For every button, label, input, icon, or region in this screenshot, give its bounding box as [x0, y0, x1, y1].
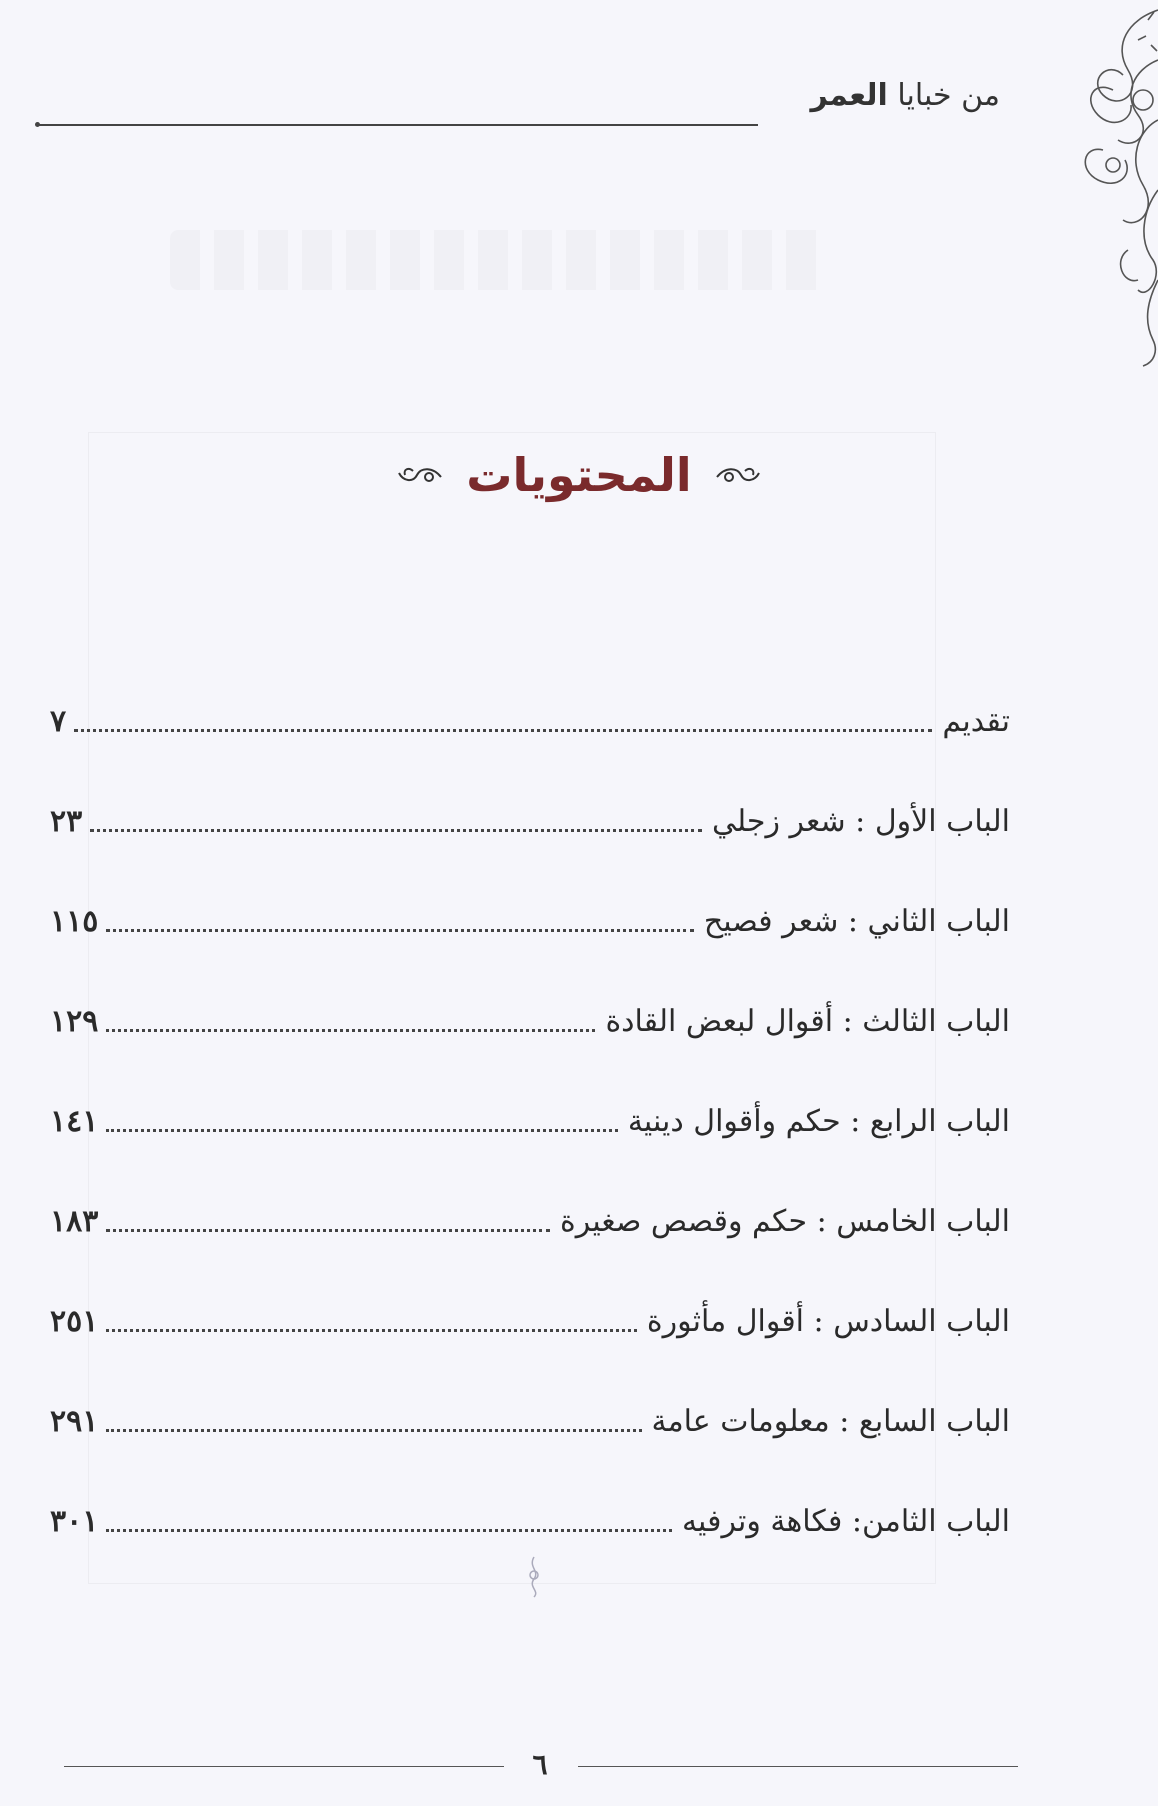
toc-entry-label: الباب الثامن: فكاهة وترفيه [681, 1504, 1010, 1539]
toc-entry[interactable] [50, 740, 1010, 840]
toc-entry[interactable] [50, 1140, 1010, 1240]
dot-leader [106, 1229, 550, 1232]
toc-entry-label: الباب الثالث : أقوال لبعض القادة [605, 1004, 1010, 1039]
dot-leader [106, 929, 694, 932]
toc-entry[interactable] [50, 1240, 1010, 1340]
dot-leader [74, 729, 932, 732]
dot-leader [90, 829, 702, 832]
small-ornament-icon [520, 1555, 548, 1599]
toc-entry-page: ٣٠١ [50, 1504, 99, 1539]
dot-leader [106, 1129, 618, 1132]
toc-entry-label: الباب الثاني : شعر فصيح [703, 904, 1010, 939]
floral-corner-ornament-icon [1043, 0, 1158, 370]
dot-leader [106, 1529, 672, 1532]
toc-entry[interactable] [50, 940, 1010, 1040]
toc-list [50, 640, 1010, 1540]
toc-entry[interactable] [50, 840, 1010, 940]
dot-leader [106, 1329, 637, 1332]
toc-entry-page: ١١٥ [50, 904, 99, 939]
toc-entry-page: ١٢٩ [50, 1004, 99, 1039]
toc-title: المحتويات [466, 448, 692, 502]
toc-entry-label: الباب السابع : معلومات عامة [651, 1404, 1010, 1439]
running-head-prefix: من خبايا [897, 78, 1000, 113]
toc-entry-page: ١٤١ [50, 1104, 99, 1139]
toc-entry-label: الباب الخامس : حكم وقصص صغيرة [560, 1204, 1010, 1239]
dot-leader [106, 1429, 641, 1432]
flourish-left-icon [397, 463, 443, 487]
dot-leader [106, 1029, 595, 1032]
toc-entry[interactable] [50, 1440, 1010, 1540]
toc-entry[interactable] [50, 640, 1010, 740]
footer-rule-right [578, 1766, 1018, 1767]
page-number: ٦ [532, 1748, 548, 1781]
toc-entry-page: ٧ [50, 704, 67, 739]
toc-entry[interactable] [50, 1340, 1010, 1440]
toc-entry-label: الباب الرابع : حكم وأقوال دينية [627, 1104, 1010, 1139]
running-head-strong: العمر [810, 78, 888, 113]
show-through-shadow [170, 230, 830, 290]
toc-entry-page: ٢٣ [50, 804, 83, 839]
running-head [811, 78, 1000, 113]
flourish-right-icon [715, 463, 761, 487]
header-rule [38, 124, 758, 126]
toc-entry-label: الباب السادس : أقوال مأثورة [646, 1304, 1010, 1339]
toc-entry-page: ١٨٣ [50, 1204, 99, 1239]
toc-entry-label: الباب الأول : شعر زجلي [711, 804, 1010, 839]
toc-heading [0, 448, 1158, 502]
footer-rule-left [64, 1766, 504, 1767]
toc-entry[interactable] [50, 1040, 1010, 1140]
toc-entry-page: ٢٥١ [50, 1304, 99, 1339]
toc-entry-page: ٢٩١ [50, 1404, 99, 1439]
toc-entry-label: تقديم [942, 704, 1010, 739]
